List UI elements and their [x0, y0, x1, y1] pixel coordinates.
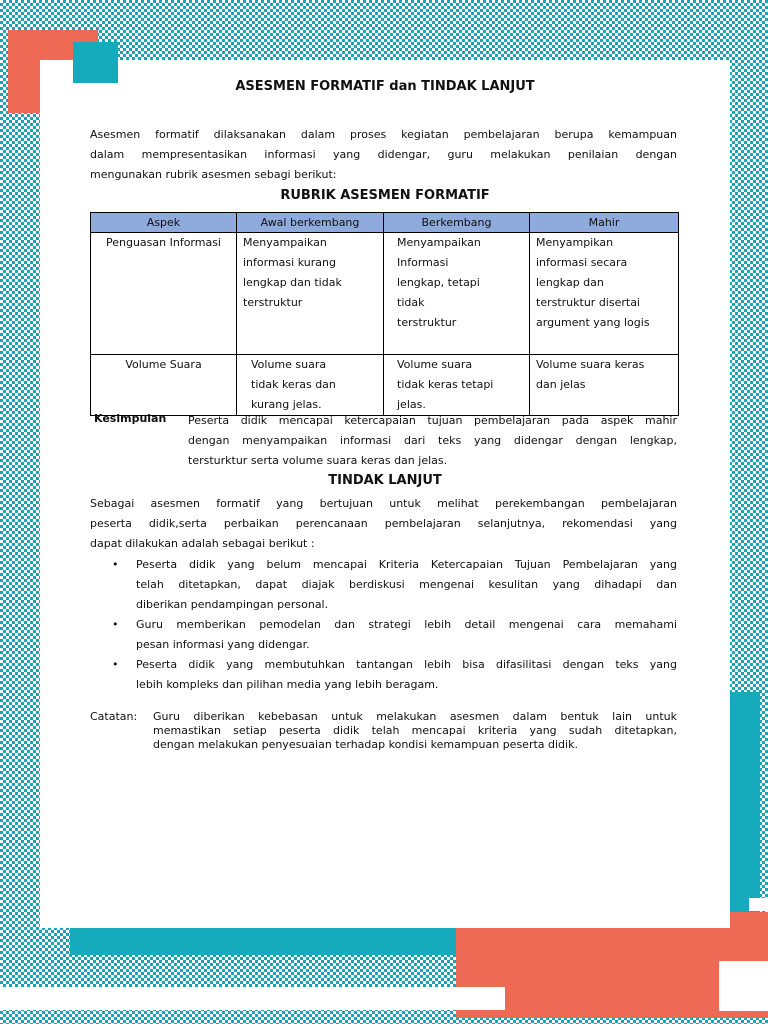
white-strip [749, 898, 768, 911]
recommendation-list [106, 555, 677, 695]
cell-line: Volume suara keras [536, 358, 645, 371]
header-awal-berkembang: Awal berkembang [237, 213, 384, 233]
kesimpulan-line: tersturktur serta volume suara keras dan jelas. [188, 454, 448, 467]
cell-line: lengkap dan [536, 276, 604, 289]
cell-awal [237, 233, 384, 355]
list-item-line: Peserta didik yang membutuhkan tantangan lebih bisa difasilitasi dengan teks yang [136, 658, 677, 671]
rubric-table [90, 212, 679, 416]
list-item-line: telah ditetapkan, dapat diajak berdiskusi mengenai kesulitan yang dihadapi dan [136, 578, 677, 591]
list-item-line: Peserta didik yang belum mencapai Kriteria Ketercapaian Tujuan Pembelajaran yang [136, 558, 677, 571]
cell-line: informasi kurang [243, 256, 336, 269]
kesimpulan-label: Kesimpulan [94, 412, 167, 425]
cell-aspek: Volume Suara [91, 355, 237, 416]
cell-line: dan jelas [536, 378, 586, 391]
bullet-icon: • [112, 658, 119, 671]
cell-mahir [530, 355, 679, 416]
cell-line: Menyampaikan [243, 236, 327, 249]
teal-bottom-bar [70, 928, 500, 955]
header-aspek: Aspek [91, 213, 237, 233]
bullet-icon: • [112, 558, 119, 571]
cell-mahir [530, 233, 679, 355]
cell-line: argument yang logis [536, 316, 650, 329]
tindak-line: Sebagai asesmen formatif yang bertujuan untuk melihat perekembangan pembelajaran [90, 497, 677, 510]
list-item-line: lebih kompleks dan pilihan media yang lebih beragam. [136, 678, 439, 691]
cell-line: informasi secara [536, 256, 628, 269]
cell-line: Volume suara [251, 358, 327, 371]
cell-line: Menyampaikan [397, 236, 481, 249]
teal-side-bar [730, 692, 760, 912]
cell-line: tidak [397, 296, 425, 309]
cell-line: Informasi [397, 256, 449, 269]
page-title: ASESMEN FORMATIF dan TINDAK LANJUT [235, 79, 535, 94]
list-item-line: Guru memberikan pemodelan dan strategi lebih detail mengenai cara memahami [136, 618, 677, 631]
document-page [40, 60, 730, 928]
cell-line: tidak keras tetapi [397, 378, 494, 391]
table-row [91, 233, 679, 355]
cell-aspek: Penguasan Informasi [91, 233, 237, 355]
teal-corner-block [73, 42, 118, 83]
list-item [106, 655, 677, 695]
list-item-line: pesan informasi yang didengar. [136, 638, 310, 651]
cell-line: Volume suara [397, 358, 473, 371]
header-berkembang: Berkembang [384, 213, 530, 233]
table-row [91, 355, 679, 416]
kesimpulan-line: Peserta didik mencapai ketercapaian tujuan pembelajaran pada aspek mahir [188, 414, 677, 427]
catatan-line: dengan melakukan penyesuaian terhadap kondisi kemampuan peserta didik. [153, 738, 578, 751]
intro-line: mengunakan rubrik asesmen sebagi berikut: [90, 168, 337, 181]
kesimpulan-line: dengan menyampaikan informasi dari teks yang didengar dengan lengkap, [188, 434, 677, 447]
intro-line: dalam mempresentasikan informasi yang didengar, guru melakukan penilaian dengan [90, 148, 677, 161]
intro-paragraph [90, 125, 677, 185]
cell-line: terstruktur [397, 316, 457, 329]
cell-line: lengkap, tetapi [397, 276, 480, 289]
cell-line: Menyampikan [536, 236, 614, 249]
catatan-line: memastikan setiap peserta didik telah mencapai kriteria yang sudah ditetapkan, [153, 724, 677, 737]
tindak-lanjut-heading: TINDAK LANJUT [328, 473, 442, 488]
cell-line: jelas. [397, 398, 426, 411]
cell-berkembang [384, 355, 530, 416]
table-header-row [91, 213, 679, 233]
tindak-lanjut-paragraph [90, 494, 677, 554]
catatan-line: Guru diberikan kebebasan untuk melakukan asesmen dalam bentuk lain untuk [153, 710, 677, 723]
cell-line: lengkap dan tidak [243, 276, 342, 289]
cell-line: tidak keras dan [251, 378, 336, 391]
list-item-line: diberikan pendampingan personal. [136, 598, 329, 611]
intro-line: Asesmen formatif dilaksanakan dalam proses kegiatan pembelajaran berupa kemampuan [90, 128, 677, 141]
cell-line: terstruktur disertai [536, 296, 640, 309]
tindak-line: dapat dilakukan adalah sebagai berikut : [90, 537, 315, 550]
header-mahir: Mahir [530, 213, 679, 233]
cell-awal [237, 355, 384, 416]
tindak-line: peserta didik,serta perbaikan perencanaan pembelajaran selanjutnya, rekomendasi yang [90, 517, 677, 530]
kesimpulan-text [188, 411, 677, 471]
catatan-label: Catatan: [90, 710, 138, 723]
white-corner-block [719, 961, 768, 1011]
list-item [106, 615, 677, 655]
cell-line: terstruktur [243, 296, 303, 309]
white-bottom-strip [0, 987, 505, 1010]
catatan-text [153, 710, 677, 752]
cell-line: kurang jelas. [251, 398, 322, 411]
bullet-icon: • [112, 618, 119, 631]
cell-berkembang [384, 233, 530, 355]
rubric-heading: RUBRIK ASESMEN FORMATIF [280, 188, 490, 203]
list-item [106, 555, 677, 615]
